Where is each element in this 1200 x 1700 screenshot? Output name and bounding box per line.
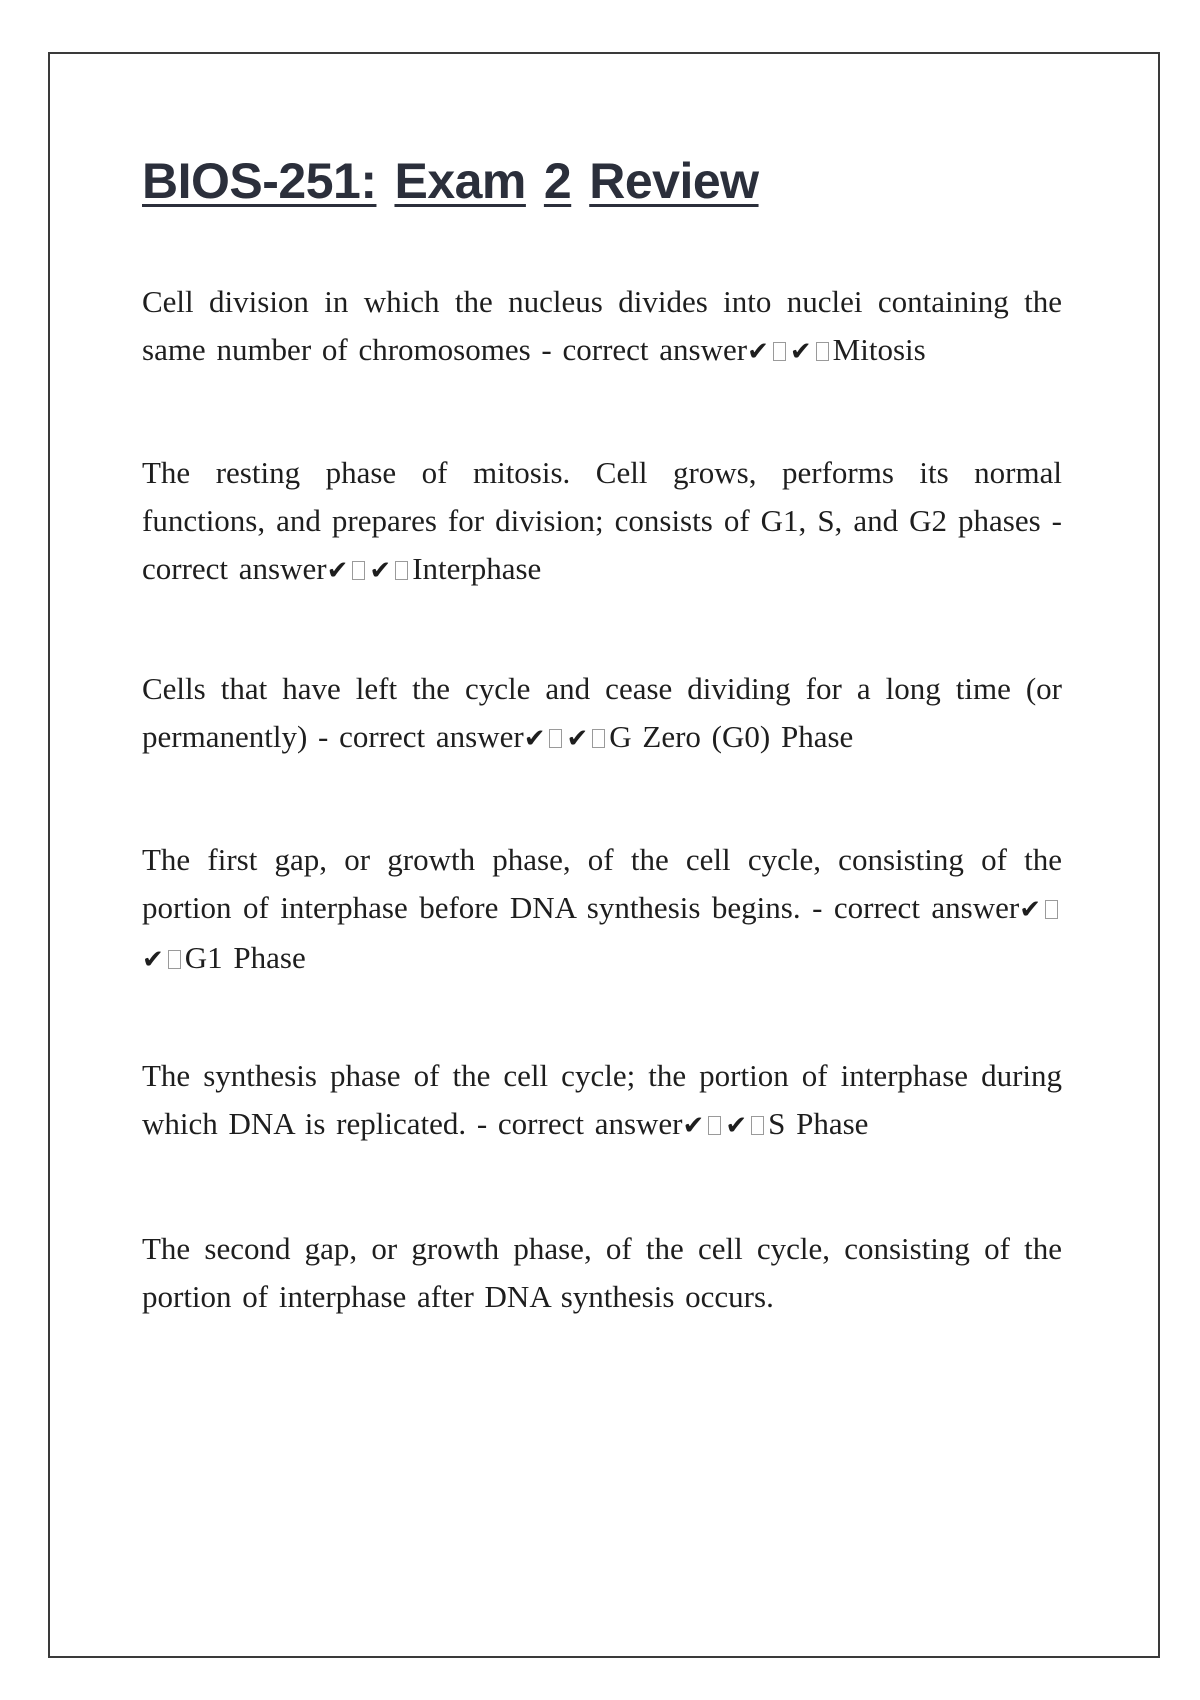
check-icon: ✔ [725,1111,748,1141]
missing-glyph-box [352,561,365,580]
question-text: The first gap, or growth phase, of the cell cycle, consisting of the portion of interphase before DNA synthesis begins. - [142,842,1062,925]
answer-text: G1 Phase [184,940,306,975]
question-text: The second gap, or growth phase, of the cell cycle, consisting of the portion of interphase after DNA synthesis occurs. [142,1231,1062,1314]
check-icon: ✔ [1019,895,1041,925]
missing-glyph-box [1045,900,1058,919]
question-text: The resting phase of mitosis. Cell grows, performs its normal functions, and prepares for division; consists of G1, S, and G2 phases - [142,455,1062,538]
missing-glyph-box [773,342,786,361]
answer-text: Mitosis [832,332,926,367]
qa-item-6 [142,1225,1062,1321]
missing-glyph-box [751,1116,764,1135]
answer-label: correct answer [142,551,327,586]
answer-text: Interphase [412,551,542,586]
check-icon: ✔ [326,556,349,586]
qa-item-2 [142,449,1062,595]
answer-text: G Zero (G0) Phase [609,719,854,754]
qa-item-4 [142,836,1062,984]
question-text: Cells that have left the cycle and cease dividing for a long time (or permanently) - [142,671,1062,754]
missing-glyph-box [549,729,562,748]
title-word: BIOS-251: [142,153,377,209]
page-title [142,152,759,210]
answer-label: correct answer [497,1106,683,1141]
title-word: 2 [543,153,572,209]
answer-label: correct answer [833,890,1020,925]
qa-item-5 [142,1052,1062,1150]
missing-glyph-box [592,729,605,748]
check-icon: ✔ [682,1111,705,1141]
missing-glyph-box [168,950,181,969]
answer-text: S Phase [768,1106,869,1141]
question-text: Cell division in which the nucleus divides into nuclei containing the same number of chromosomes - [142,284,1062,367]
title-word: Review [589,153,759,209]
missing-glyph-box [395,561,408,580]
check-icon: ✔ [142,945,164,975]
question-text: The synthesis phase of the cell cycle; the portion of interphase during which DNA is replicated. - [142,1058,1062,1141]
check-icon: ✔ [369,556,392,586]
check-icon: ✔ [523,724,546,754]
check-icon: ✔ [566,724,589,754]
title-word: Exam [394,153,526,209]
answer-label: correct answer [562,332,748,367]
missing-glyph-box [708,1116,721,1135]
check-icon: ✔ [747,337,769,367]
check-icon: ✔ [789,337,812,367]
answer-label: correct answer [339,719,524,754]
qa-item-3 [142,665,1062,763]
qa-item-1 [142,278,1062,376]
missing-glyph-box [816,342,829,361]
